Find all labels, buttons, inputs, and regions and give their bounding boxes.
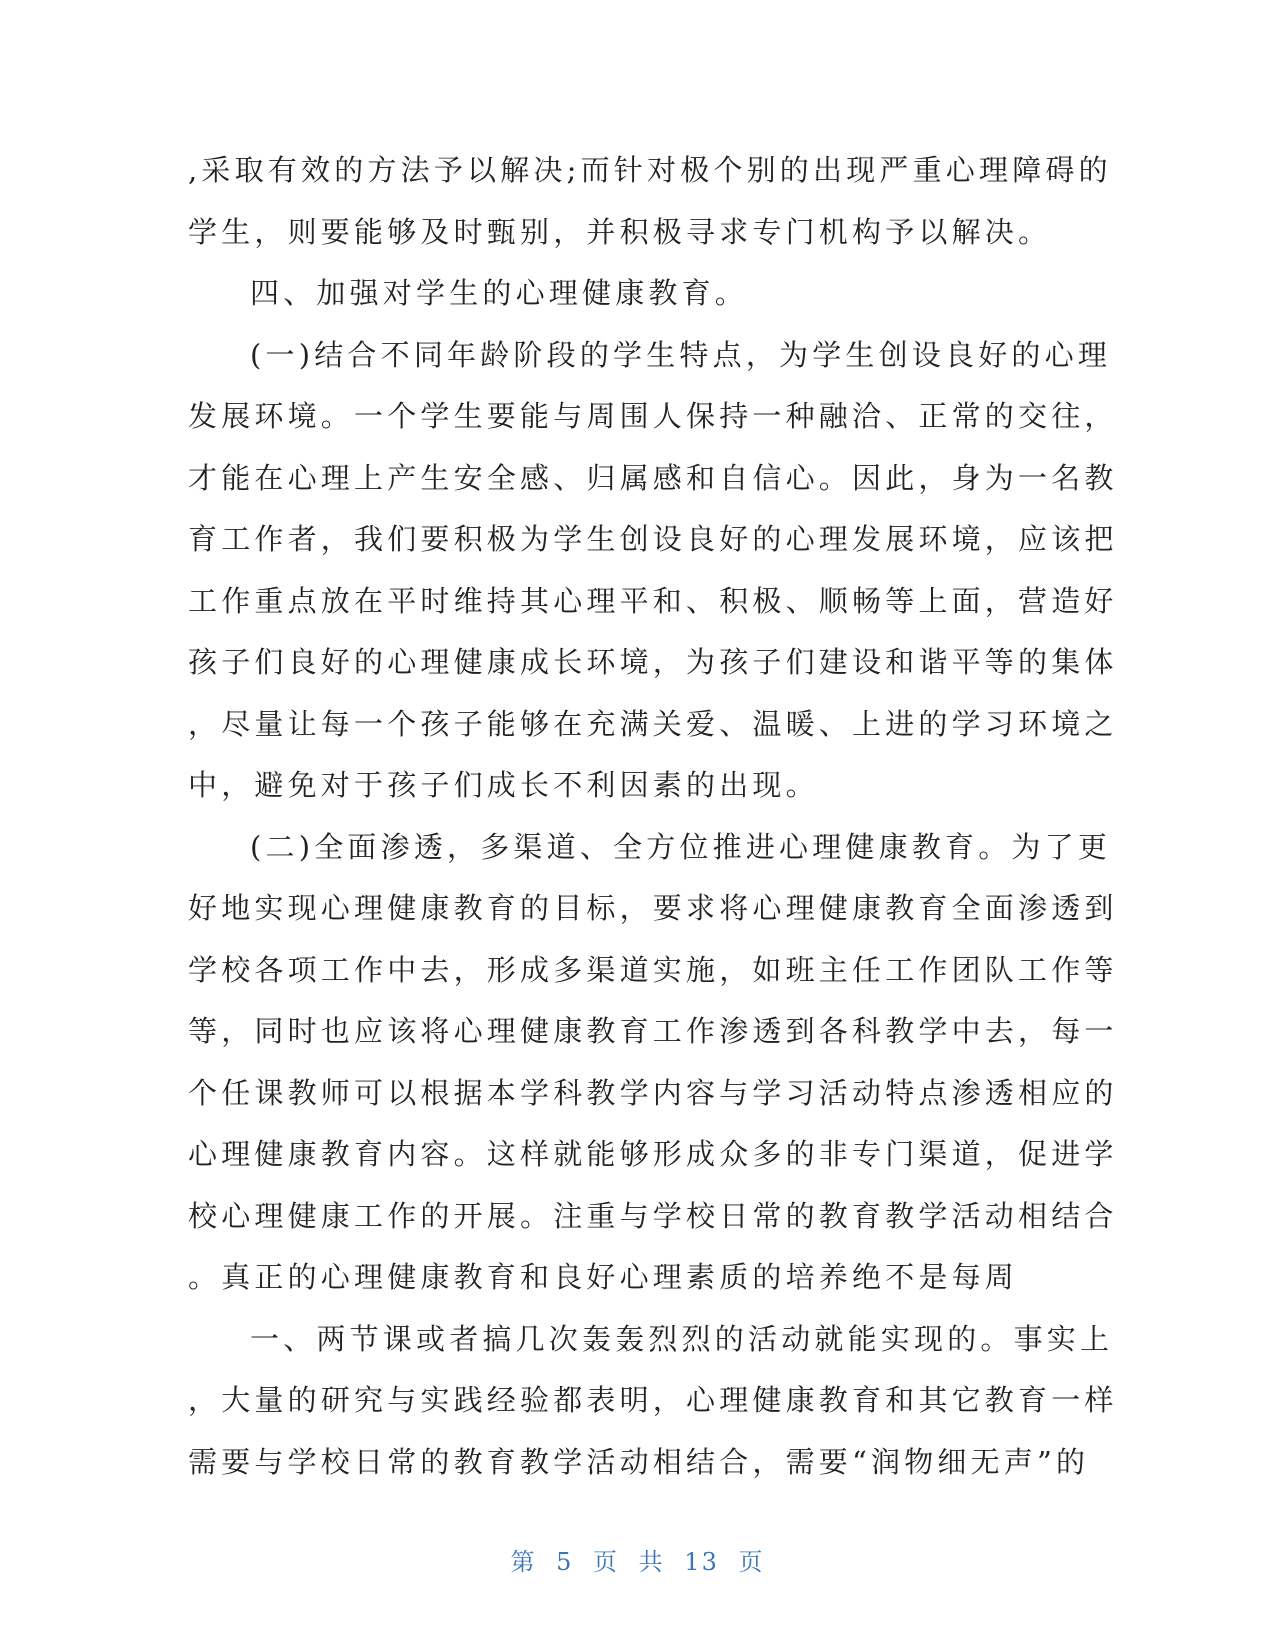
text-line: 学校各项工作中去，形成多渠道实施，如班主任工作团队工作等 [188,952,1118,987]
text-line: ，尽量让每一个孩子能够在充满关爱、温暖、上进的学习环境之 [188,706,1118,741]
text-line: 学生，则要能够及时甄别，并积极寻求专门机构予以解决。 [188,214,1052,249]
text-line: 孩子们良好的心理健康成长环境，为孩子们建设和谐平等的集体 [188,645,1118,679]
text-line: (一)结合不同年龄阶段的学生特点，为学生创设良好的心理 [250,337,1112,372]
text-line: 才能在心理上产生安全感、归属感和自信心。因此，身为一名教 [188,460,1118,495]
page-number-footer: 第 5 页 共 13 页 [510,1548,765,1576]
text-line: 好地实现心理健康教育的目标，要求将心理健康教育全面渗透到 [188,891,1118,925]
text-line: 需要与学校日常的教育教学活动相结合，需要“润物细无声”的 [188,1444,1090,1479]
text-line: 个任课教师可以根据本学科教学内容与学习活动特点渗透相应的 [188,1075,1118,1110]
text-line: 心理健康教育内容。这样就能够形成众多的非专门渠道，促进学 [188,1137,1118,1171]
section-heading: 四、加强对学生的心理健康教育。 [250,276,749,310]
text-line: 育工作者，我们要积极为学生创设良好的心理发展环境，应该把 [188,522,1118,556]
text-line: 校心理健康工作的开展。注重与学校日常的教育教学活动相结合 [188,1198,1118,1233]
text-line: 发展环境。一个学生要能与周围人保持一种融洽、正常的交往， [188,399,1118,433]
text-line: (二)全面渗透，多渠道、全方位推进心理健康教育。为了更 [250,829,1112,864]
text-line: ,采取有效的方法予以解决;而针对极个别的出现严重心理障碍的 [188,153,1112,187]
text-line: 中，避免对于孩子们成长不利因素的出现。 [188,768,819,802]
body-text [188,140,1118,1493]
text-line: ，大量的研究与实践经验都表明，心理健康教育和其它教育一样 [188,1383,1118,1417]
text-line: 一、两节课或者搞几次轰轰烈烈的活动就能实现的。事实上 [250,1321,1114,1356]
text-line: 工作重点放在平时维持其心理平和、积极、顺畅等上面，营造好 [188,583,1118,618]
text-line: 。真正的心理健康教育和良好心理素质的培养绝不是每周 [188,1260,1019,1294]
text-line: 等，同时也应该将心理健康教育工作渗透到各科教学中去，每一 [188,1014,1118,1048]
